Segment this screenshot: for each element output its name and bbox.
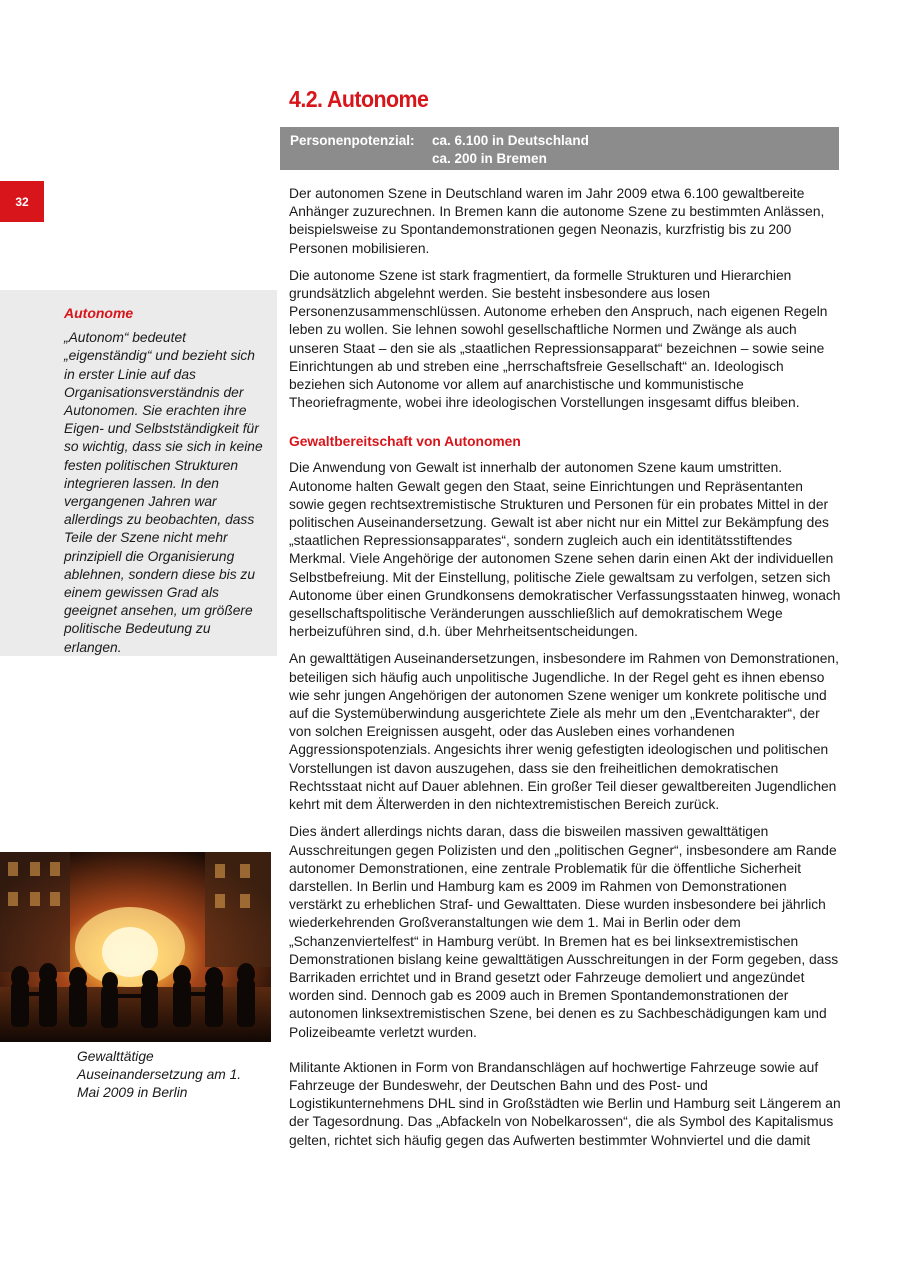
paragraph: Militante Aktionen in Form von Brandanschlägen auf hochwertige Fahrzeuge sowie auf Fahrzeuge der Bundeswehr, der Deutschen Bahn und des Post- und Logistikunternehmens DHL sind in Großstädten wie Berlin und Hamburg seit Längerem an der Tagesordnung. Das „Abfackeln von Nobelkarossen“, die als Symbol des Kapitalismus gelten, richtet sich häufig gegen das Aufwerten bestimmter Wohnviertel und die damit: [289, 1059, 841, 1148]
page-number: 32: [15, 194, 29, 209]
subsection-heading: Gewaltbereitschaft von Autonomen: [289, 434, 521, 450]
section-title: 4.2. Autonome: [289, 86, 429, 112]
riot-photo-image: [0, 852, 271, 1042]
paragraph: Die Anwendung von Gewalt ist innerhalb der autonomen Szene kaum umstritten. Autonome halten Gewalt gegen den Staat, seine Einrichtungen und Repräsentanten sowie gegen rechtsextremistische Strukturen und Personen für ein probates Mittel in der politischen Auseinandersetzung. Gewalt ist aber nicht nur ein Mittel zur Bekämpfung des „staatlichen Repressionsapparates“, sondern zugleich auch ein identitätsstiftendes Merkmal. Viele Angehörige der autonomen Szene sehen darin einen Akt der individuellen Selbstbefreiung. Mit der Einstellung, politische Ziele gewaltsam zu verfolgen, setzen sich Autonome über einen Grundkonsens demokratischer Verfassungsstaaten hinweg, wonach gesellschaftspolitische Veränderungen ausschließlich auf demokratischem Wege herbeizuführen sind, d.h. über Mehrheitsentscheidungen.: [289, 460, 841, 640]
sidebar-heading: Autonome: [64, 305, 134, 321]
potential-bremen: ca. 200 in Bremen: [432, 151, 547, 166]
paragraph: Die autonome Szene ist stark fragmentiert, da formelle Strukturen und Hierarchien grundsätzlich abgelehnt werden. Sie besteht insbesondere aus losen Personenzusammenschlüssen. Autonome erheben den Anspruch, nach eigenen Regeln leben zu wollen. Sie lehnen sowohl gesellschaftliche Normen und Zwänge als auch unseren Staat – den sie als „staatlichen Repressionsapparat“ bezeichnen – sowie seine Einrichtungen ab und streben eine „herrschaftsfreie Gesellschaft“ an. Ideologisch beziehen sich Autonome vor allem auf anarchistische und kommunistische Theoriefragmente, wobei ihre ideologischen Vorstellungen insgesamt diffus bleiben.: [289, 267, 828, 411]
definition-sidebar: [0, 290, 277, 656]
main-text: [289, 185, 841, 1159]
photo-caption: Gewalttätige Auseinandersetzung am 1. Mai 2009 in Berlin: [77, 1049, 242, 1101]
sidebar-text: „Autonom“ bedeutet „eigenständig“ und bezieht sich in erster Linie auf das Organisationsverständnis der Autonomen. Sie erachten ihre Eigen- und Selbstständigkeit für so wichtig, dass sie sich in keine festen politischen Strukturen integrieren lassen. In den vergangenen Jahren war allerdings zu beobachten, dass Teile der Szene nicht mehr prinzipiell die Organisierung ablehnen, sondern diese bis zu einem gewissen Grad als geeignet ansehen, um größere politische Bedeutung zu erlangen.: [64, 330, 263, 655]
person-potential-box: [280, 127, 839, 170]
riot-photo: [0, 852, 271, 1042]
potential-germany: ca. 6.100 in Deutschland: [432, 133, 589, 148]
paragraph: An gewalttätigen Auseinandersetzungen, insbesondere im Rahmen von Demonstrationen, beteiligen sich häufig auch unpolitische Jugendliche. In der Regel geht es ihnen ebenso wie sehr jungen Angehörigen der autonomen Szene weniger um konkrete politische und auf die Systemüberwindung ausgerichtete Ziele als mehr um den „Eventcharakter“, der von solchen Ereignissen ausgeht, oder das Ausleben eines vorhandenen Aggressionspotenzials. Angesichts ihrer wenig gefestigten ideologischen und politischen Vorstellungen ist davon auszugehen, dass sie den freiheitlichen demokratischen Rechtsstaat nicht auf Dauer ablehnen. Ein großer Teil dieser gewaltbereiten Jugendlichen kehrt mit dem Älterwerden in den nichtextremistischen Bereich zurück.: [289, 651, 839, 813]
potential-label: Personenpotenzial:: [290, 133, 415, 148]
paragraph: Der autonomen Szene in Deutschland waren im Jahr 2009 etwa 6.100 gewaltbereite Anhänger zuzurechnen. In Bremen kann die autonome Szene zu bestimmten Anlässen, beispielsweise zu Spontandemonstrationen gegen Neonazis, kurzfristig bis zu 200 Personen mobilisieren.: [289, 186, 825, 256]
paragraph: Dies ändert allerdings nichts daran, dass die bisweilen massiven gewalttätigen Ausschreitungen gegen Polizisten und den „politischen Gegner“, insbesondere am Rande autonomer Demonstrationen, eine zentrale Problematik für die öffentliche Sicherheit darstellen. In Berlin und Hamburg kam es 2009 im Rahmen von Demonstrationen verstärkt zu erheblichen Straf- und Gewalttaten. Diese wurden insbesondere bei jährlich wiederkehrenden Großveranstaltungen wie dem 1. Mai in Berlin oder dem „Schanzenviertelfest“ in Hamburg verübt. In Bremen hat es bei linksextremistischen Demonstrationen bislang keine gewalttätigen Ausschreitungen in der Form gegeben, dass Barrikaden errichtet und in Brand gesetzt oder Fahrzeuge demoliert und angezündet worden sind. Dennoch gab es 2009 auch in Bremen Spontandemonstrationen der autonomen linksextremistischen Szene, bei denen es zu Sachbeschädigungen kam und Polizeibeamte verletzt wurden.: [289, 824, 839, 1040]
page-number-badge: [0, 181, 44, 222]
